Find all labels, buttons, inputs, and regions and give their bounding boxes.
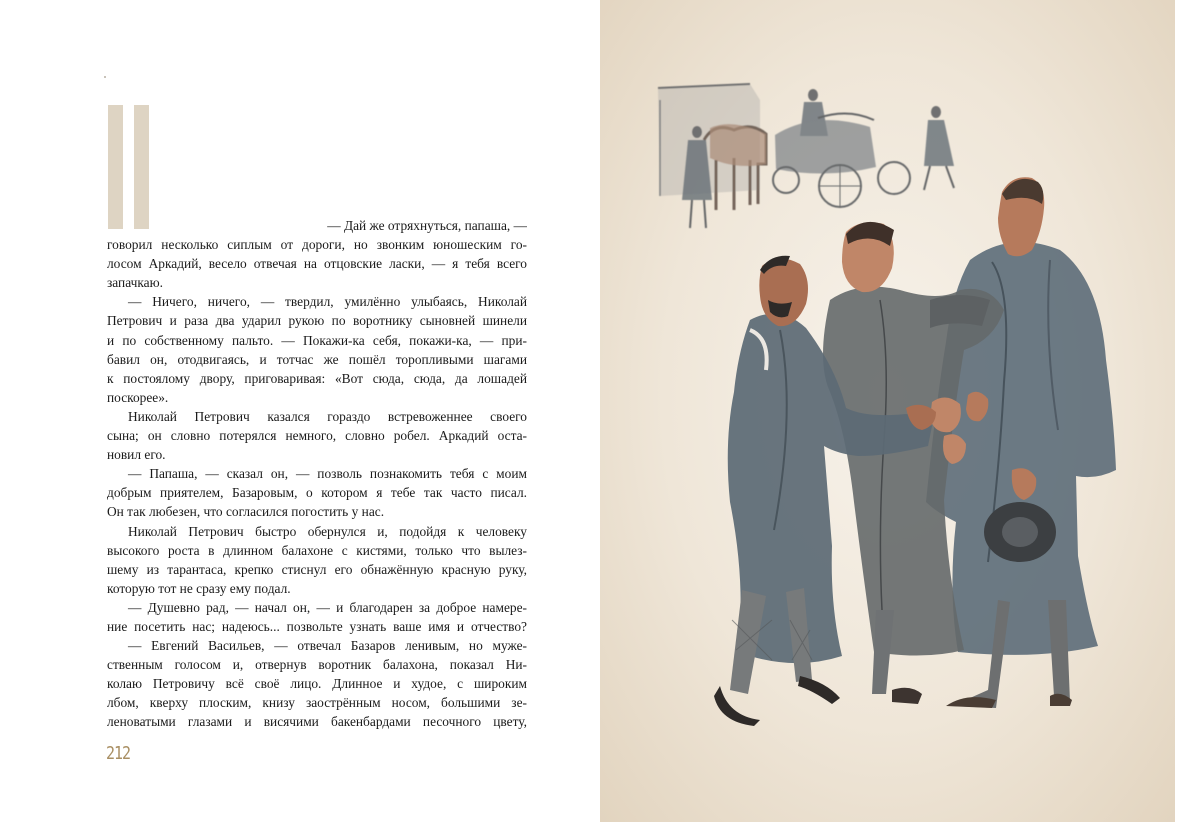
text-line-23: — Евгений Васильев, — отвечал Базаров ленивым, но муже- [128, 638, 527, 654]
text-line-4: запачкаю. [107, 275, 163, 291]
carriage-scene-sketch [658, 84, 954, 228]
text-line-3: лосом Аркадий, весело отвечая на отцовские ласки, — я тебя всего [107, 256, 527, 272]
page-number: 212 [106, 742, 131, 764]
text-line-19: шему из тарантаса, крепко стиснул его обнажённую красную руку, [107, 561, 527, 577]
page-mark [104, 76, 106, 78]
text-line-5: — Ничего, ничего, — твердил, умилённо улыбаясь, Николай [128, 294, 527, 310]
text-line-15: добрым приятелем, Базаровым, о котором я тебе так часто писал. [107, 485, 527, 501]
main-figures [714, 177, 1116, 726]
text-line-20: которую тот не сразу ему подал. [107, 580, 291, 596]
text-line-25: колаю Петровичу всё своё лицо. Длинное и худое, с широким [107, 676, 527, 692]
right-page [600, 0, 1175, 822]
text-line-6: Петрович и раза два ударил рукою по воротнику сыновней шинели [107, 313, 527, 329]
text-line-18: высокого роста в длинном балахоне с кистями, только что вылез- [107, 542, 527, 558]
text-line-21: — Душевно рад, — начал он, — и благодарен за доброе намере- [128, 599, 527, 615]
text-line-12: сына; он словно потерялся немного, словно робел. Аркадий оста- [107, 428, 527, 444]
text-line-9: к постоялому двору, приговаривая: «Вот сюда, сюда, да лошадей [107, 370, 527, 386]
text-line-10: поскорее». [107, 389, 169, 405]
illustration [600, 0, 1175, 822]
body-text [107, 216, 527, 732]
drop-cap-ornament [108, 105, 150, 229]
text-line-27: леноватыми глазами и висячими бакенбардами песочного цвету, [107, 714, 527, 730]
text-line-16: Он так любезен, что согласился погостить у нас. [107, 504, 385, 520]
text-line-26: лбом, кверху плоским, книзу заострённым носом, большими зе- [107, 695, 527, 711]
page-edge [1175, 0, 1200, 822]
text-line-8: бавил он, отодвигаясь, и тотчас же пошёл торопливыми шагами [107, 351, 527, 367]
text-line-1: — Дай же отряхнуться, папаша, — [327, 218, 527, 233]
drop-cap-bar-left [108, 105, 123, 229]
text-line-13: новил его. [107, 447, 166, 463]
text-line-11: Николай Петрович казался гораздо встревоженнее своего [128, 408, 527, 424]
text-line-7: и по собственному пальто. — Покажи-ка себя, покажи-ка, — при- [107, 332, 527, 348]
text-line-17: Николай Петрович быстро обернулся и, подойдя к человеку [128, 523, 527, 539]
text-line-14: — Папаша, — сказал он, — позволь познакомить тебя с моим [128, 466, 527, 482]
text-line-2: говорил несколько сиплым от дороги, но звонким юношеским го- [107, 237, 527, 253]
text-line-24: ственным голосом и, отвернув воротник балахона, показал Ни- [107, 657, 527, 673]
text-line-22: ние посетить нас; надеюсь... позвольте узнать ваше имя и отчество? [107, 618, 527, 634]
drop-cap-bar-right [134, 105, 149, 229]
